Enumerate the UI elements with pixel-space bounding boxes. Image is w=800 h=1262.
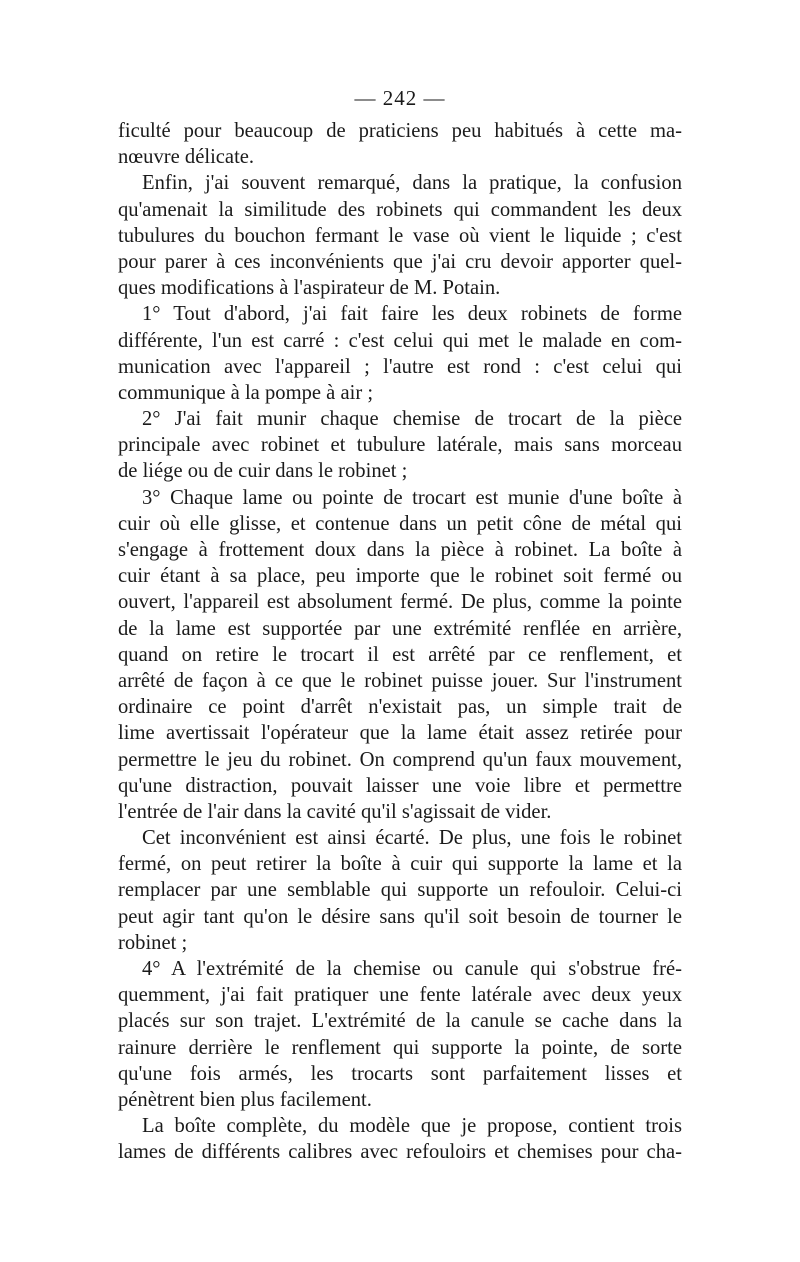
text-line: pénètrent bien plus facilement. [118, 1088, 372, 1111]
text-line: tubulures du bouchon fermant le vase où vient le liquide ; c'est [118, 224, 682, 247]
text-line: qu'une fois armés, les trocarts sont parfaitement lisses et [118, 1062, 682, 1085]
text-line: 3° Chaque lame ou pointe de trocart est munie d'une boîte à [142, 486, 682, 509]
text-line: La boîte complète, du modèle que je propose, contient trois [142, 1115, 682, 1138]
body-text [118, 118, 682, 1166]
text-line: permettre le jeu du robinet. On comprend qu'un faux mouvement, [118, 748, 682, 771]
text-line: ficulté pour beaucoup de praticiens peu habitués à cette ma- [118, 120, 682, 142]
text-line: lime avertissait l'opérateur que la lame était assez retirée pour [118, 722, 682, 745]
text-line: Cet inconvénient est ainsi écarté. De plus, une fois le robinet [142, 827, 682, 850]
text-line: cuir étant à sa place, peu importe que le robinet soit fermé ou [118, 565, 682, 588]
text-line: 1° Tout d'abord, j'ai fait faire les deux robinets de forme [142, 303, 682, 326]
text-line: quemment, j'ai fait pratiquer une fente latérale avec deux yeux [118, 984, 682, 1007]
text-line: de liége ou de cuir dans le robinet ; [118, 460, 408, 483]
text-line: 4° A l'extrémité de la chemise ou canule qui s'obstrue fré- [142, 958, 682, 980]
text-line: communique à la pompe à air ; [118, 381, 374, 404]
text-line: ques modifications à l'aspirateur de M. Potain. [118, 277, 501, 300]
text-line: robinet ; [118, 931, 188, 954]
text-line: peut agir tant qu'on le désire sans qu'il soit besoin de tourner le [118, 905, 682, 928]
text-line: arrêté de façon à ce que le robinet puisse jouer. Sur l'instrument [118, 669, 682, 692]
text-line: ouvert, l'appareil est absolument fermé. De plus, comme la pointe [118, 591, 682, 614]
text-line: nœuvre délicate. [118, 146, 255, 169]
text-line: munication avec l'appareil ; l'autre est rond : c'est celui qui [118, 355, 682, 378]
text-line: différente, l'un est carré : c'est celui qui met le malade en com- [118, 329, 682, 352]
text-line: quand on retire le trocart il est arrêté par ce renflement, et [118, 643, 682, 666]
text-line: l'entrée de l'air dans la cavité qu'il s'agissait de vider. [118, 800, 552, 823]
text-line: principale avec robinet et tubulure latérale, mais sans morceau [118, 434, 682, 457]
text-line: s'engage à frottement doux dans la pièce à robinet. La boîte à [118, 539, 682, 561]
text-line: lames de différents calibres avec refouloirs et chemises pour cha- [118, 1141, 682, 1164]
text-line: rainure derrière le renflement qui supporte la pointe, de sorte [118, 1036, 682, 1059]
text-line: remplacer par une semblable qui supporte un refouloir. Celui-ci [118, 879, 682, 902]
text-line: placés sur son trajet. L'extrémité de la canule se cache dans la [118, 1010, 682, 1033]
page-number: — 242 — [354, 86, 446, 110]
text-line: pour parer à ces inconvénients que j'ai cru devoir apporter quel- [118, 250, 682, 273]
text-line: cuir où elle glisse, et contenue dans un petit cône de métal qui [118, 512, 682, 535]
text-line: Enfin, j'ai souvent remarqué, dans la pratique, la confusion [142, 172, 682, 195]
text-line: 2° J'ai fait munir chaque chemise de trocart de la pièce [142, 408, 682, 431]
text-line: fermé, on peut retirer la boîte à cuir qui supporte la lame et la [118, 853, 682, 876]
text-line: qu'amenait la similitude des robinets qui commandent les deux [118, 198, 682, 221]
text-line: de la lame est supportée par une extrémité renflée en arrière, [118, 617, 682, 640]
text-line: ordinaire ce point d'arrêt n'existait pas, un simple trait de [118, 696, 682, 719]
text-line: qu'une distraction, pouvait laisser une voie libre et permettre [118, 774, 682, 797]
